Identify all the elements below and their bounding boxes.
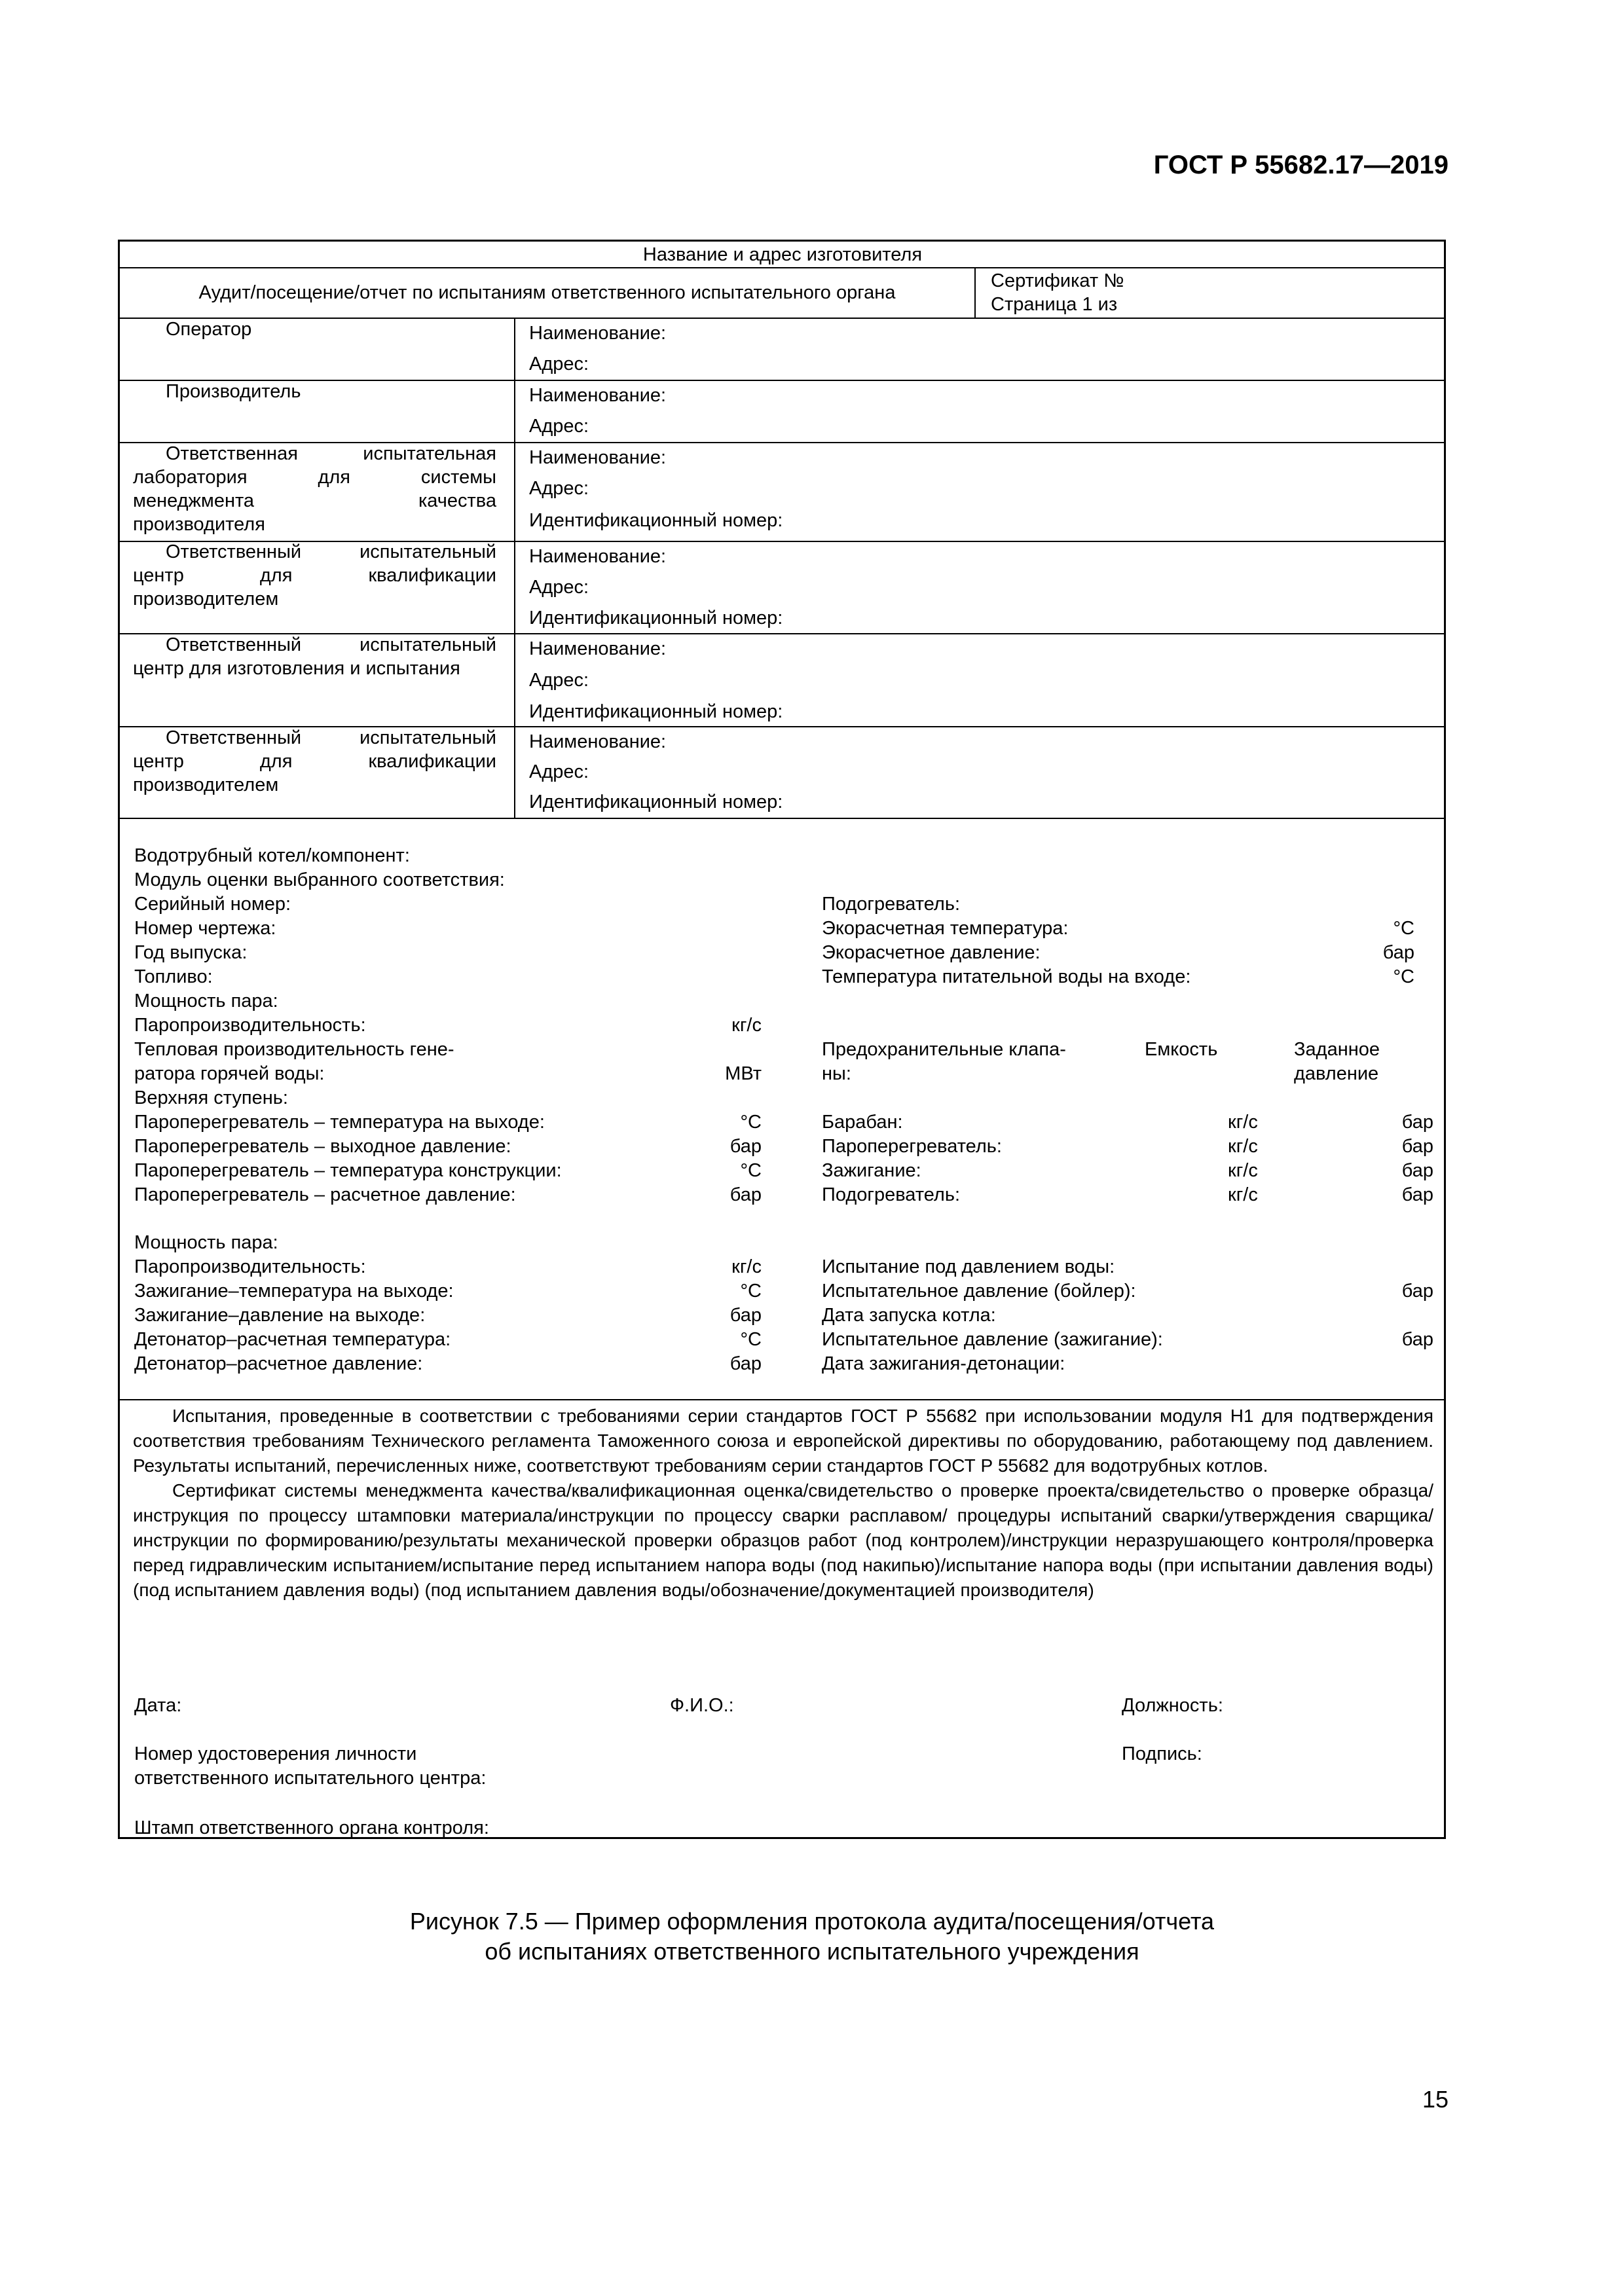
fio-label: Ф.И.О.: <box>670 1695 734 1716</box>
party-manufacturing-test-center <box>133 633 496 680</box>
param-row: Дата зажигания-детонации: <box>822 1353 1065 1374</box>
name-field-label: Наименование: <box>529 447 667 468</box>
param-row: Дата запуска котла: <box>822 1305 996 1326</box>
audit-report-form <box>118 240 1446 1839</box>
party-label-line: лаборатория для системы <box>133 467 496 488</box>
param-row: Пароперегреватель – выходное давление: бар <box>134 1136 762 1157</box>
param-row: Детонатор–расчетное давление: бар <box>134 1353 762 1374</box>
id-number-field-label: Идентификационный номер: <box>529 608 783 629</box>
param-row: Температура питательной воды на входе: °С <box>822 966 1414 987</box>
certificate-number-label: Сертификат № <box>991 270 1124 291</box>
signature-label: Подпись: <box>1122 1743 1202 1764</box>
party-label-line: производителя <box>133 514 265 535</box>
id-number-field-label: Идентификационный номер: <box>529 701 783 722</box>
form-title: Название и адрес изготовителя <box>642 244 923 265</box>
party-label-line: Ответственная испытательная <box>166 443 496 464</box>
param-row: Пароперегреватель – температура на выходе: °С <box>134 1112 762 1133</box>
page-number: 15 <box>1422 2086 1449 2113</box>
param-row: Серийный номер: <box>134 894 291 915</box>
rule <box>120 1399 1444 1400</box>
date-label: Дата: <box>134 1695 182 1716</box>
address-field-label: Адрес: <box>529 416 589 437</box>
party-label-line: Ответственный испытательный <box>166 541 496 562</box>
param-row: Мощность пара: <box>134 1232 278 1253</box>
figure-caption <box>0 1906 1624 1967</box>
party-manufacturer <box>133 379 487 404</box>
address-field-label: Адрес: <box>529 670 589 691</box>
audit-title: Аудит/посещение/отчет по испытаниям ответственного испытательного органа <box>198 282 896 303</box>
id-certificate-label <box>134 1742 486 1791</box>
set-pressure-header <box>1294 1038 1380 1086</box>
steam-parameters <box>134 1231 762 1376</box>
party-qualification-center-2 <box>133 726 496 797</box>
valve-row: Пароперегреватель: кг/с бар <box>822 1136 1433 1157</box>
party-label-line: производителем <box>133 774 279 795</box>
position-label: Должность: <box>1122 1695 1223 1716</box>
param-row: Зажигание–температура на выходе: °С <box>134 1281 762 1302</box>
name-field-label: Наименование: <box>529 385 667 406</box>
param-row: Детонатор–расчетная температура: °С <box>134 1329 762 1350</box>
name-field-label: Наименование: <box>529 638 667 659</box>
pressure-test-parameters <box>822 1255 1433 1376</box>
rule <box>120 267 1444 268</box>
party-label-line: Оператор <box>166 319 252 340</box>
address-field-label: Адрес: <box>529 354 589 374</box>
party-label-line: Ответственный испытательный <box>166 634 496 655</box>
valves-rows <box>822 1110 1433 1207</box>
name-field-label: Наименование: <box>529 546 667 567</box>
param-row: Мощность пара: <box>134 991 278 1011</box>
valves-title-line: Предохранительные клапа- <box>822 1039 1066 1060</box>
party-label-line: Ответственный испытательный <box>166 727 496 748</box>
id-number-field-label: Идентификационный номер: <box>529 792 783 812</box>
valve-row: Зажигание: кг/с бар <box>822 1160 1433 1181</box>
param-row: Испытательное давление (бойлер): бар <box>822 1281 1433 1302</box>
param-row: Пароперегреватель – температура конструкции: °С <box>134 1160 762 1181</box>
party-qualification-center <box>133 540 496 611</box>
party-label-line: производителем <box>133 589 279 610</box>
address-field-label: Адрес: <box>529 577 589 598</box>
name-field-label: Наименование: <box>529 731 667 752</box>
stamp-label: Штамп ответственного органа контроля: <box>134 1817 489 1838</box>
param-row: Верхняя ступень: <box>134 1087 288 1108</box>
set-pressure-line: давление <box>1294 1063 1379 1084</box>
caption-line: об испытаниях ответственного испытательного учреждения <box>485 1938 1139 1965</box>
rule <box>514 318 515 818</box>
boiler-label: Водотрубный котел/компонент: <box>134 845 410 866</box>
id-certificate-line: ответственного испытательного центра: <box>134 1768 487 1789</box>
address-field-label: Адрес: <box>529 478 589 499</box>
party-label-line: центр для изготовления и испытания <box>133 658 460 679</box>
param-row: Топливо: <box>134 966 213 987</box>
param-row: Пароперегреватель – расчетное давление: бар <box>134 1184 762 1205</box>
param-row: Тепловая производительность гене- <box>134 1039 454 1060</box>
valves-title-line: ны: <box>822 1063 851 1084</box>
valve-row: Подогреватель: кг/с бар <box>822 1184 1433 1205</box>
rule <box>974 267 976 318</box>
heater-parameters <box>822 917 1414 989</box>
page-of-label: Страница 1 из <box>991 294 1118 315</box>
module-label: Модуль оценки выбранного соответствия: <box>134 869 505 890</box>
param-row: ратора горячей воды: МВт <box>134 1063 762 1084</box>
party-label-line: центр для квалификации <box>133 751 496 772</box>
party-operator <box>133 317 487 342</box>
param-row: Экорасчетная температура: °С <box>822 918 1414 939</box>
party-label-line: менеджмента качества <box>133 490 496 511</box>
conformity-statement <box>133 1404 1433 1603</box>
party-quality-lab <box>133 442 496 536</box>
caption-line: Рисунок 7.5 — Пример оформления протокола аудита/посещения/отчета <box>409 1908 1215 1935</box>
param-row: Испытание под давлением воды: <box>822 1256 1115 1277</box>
param-row: Экорасчетное давление: бар <box>822 942 1414 963</box>
document-code: ГОСТ Р 55682.17—2019 <box>1153 151 1449 179</box>
param-row: Номер чертежа: <box>134 918 276 939</box>
id-certificate-line: Номер удостоверения личности <box>134 1743 417 1764</box>
party-label-line: центр для квалификации <box>133 565 496 586</box>
party-label-line: Производитель <box>166 381 301 402</box>
param-row: Паропроизводительность: кг/с <box>134 1256 762 1277</box>
valves-title <box>822 1038 1066 1086</box>
statement-paragraph: Сертификат системы менеджмента качества/квалификационная оценка/свидетельство о проверке проекта/свидетельство о проверке образца/инструкция по процессу штамповки материала/инструкции по процессу сварки расплавом/ процедуры испытаний сварки/утверждения сварщика/инструкции по формированию/результаты механической проверки образцов работ (под контролем)/инструкции неразрушающего контроля/проверка перед гидравлическим испытанием/испытание перед испытанием напора воды (под накипью)/испытание напора воды (при испытании давления воды) (под испытанием давления воды) (под испытанием давления воды/обозначение/документацией производителя) <box>133 1480 1433 1600</box>
boiler-parameters <box>134 892 762 1207</box>
param-row: Год выпуска: <box>134 942 248 963</box>
set-pressure-line: Заданное <box>1294 1039 1380 1060</box>
param-row: Испытательное давление (зажигание): бар <box>822 1329 1433 1350</box>
param-row: Зажигание–давление на выходе: бар <box>134 1305 762 1326</box>
rule <box>120 818 1444 819</box>
capacity-header: Емкость <box>1145 1039 1218 1060</box>
statement-paragraph: Испытания, проведенные в соответствии с требованиями серии стандартов ГОСТ Р 55682 при использовании модуля Н1 для подтверждения соответствия требованиям Технического регламента Таможенного союза и европейской директивы по оборудованию, работающему под давлением. Результаты испытаний, перечисленных ниже, соответствуют требованиям серии стандартов ГОСТ Р 55682 для водотрубных котлов. <box>133 1406 1433 1476</box>
valve-row: Барабан: кг/с бар <box>822 1112 1433 1133</box>
name-field-label: Наименование: <box>529 323 667 344</box>
param-row: Паропроизводительность: кг/с <box>134 1015 762 1036</box>
heater-title: Подогреватель: <box>822 894 961 915</box>
id-number-field-label: Идентификационный номер: <box>529 510 783 531</box>
address-field-label: Адрес: <box>529 761 589 782</box>
